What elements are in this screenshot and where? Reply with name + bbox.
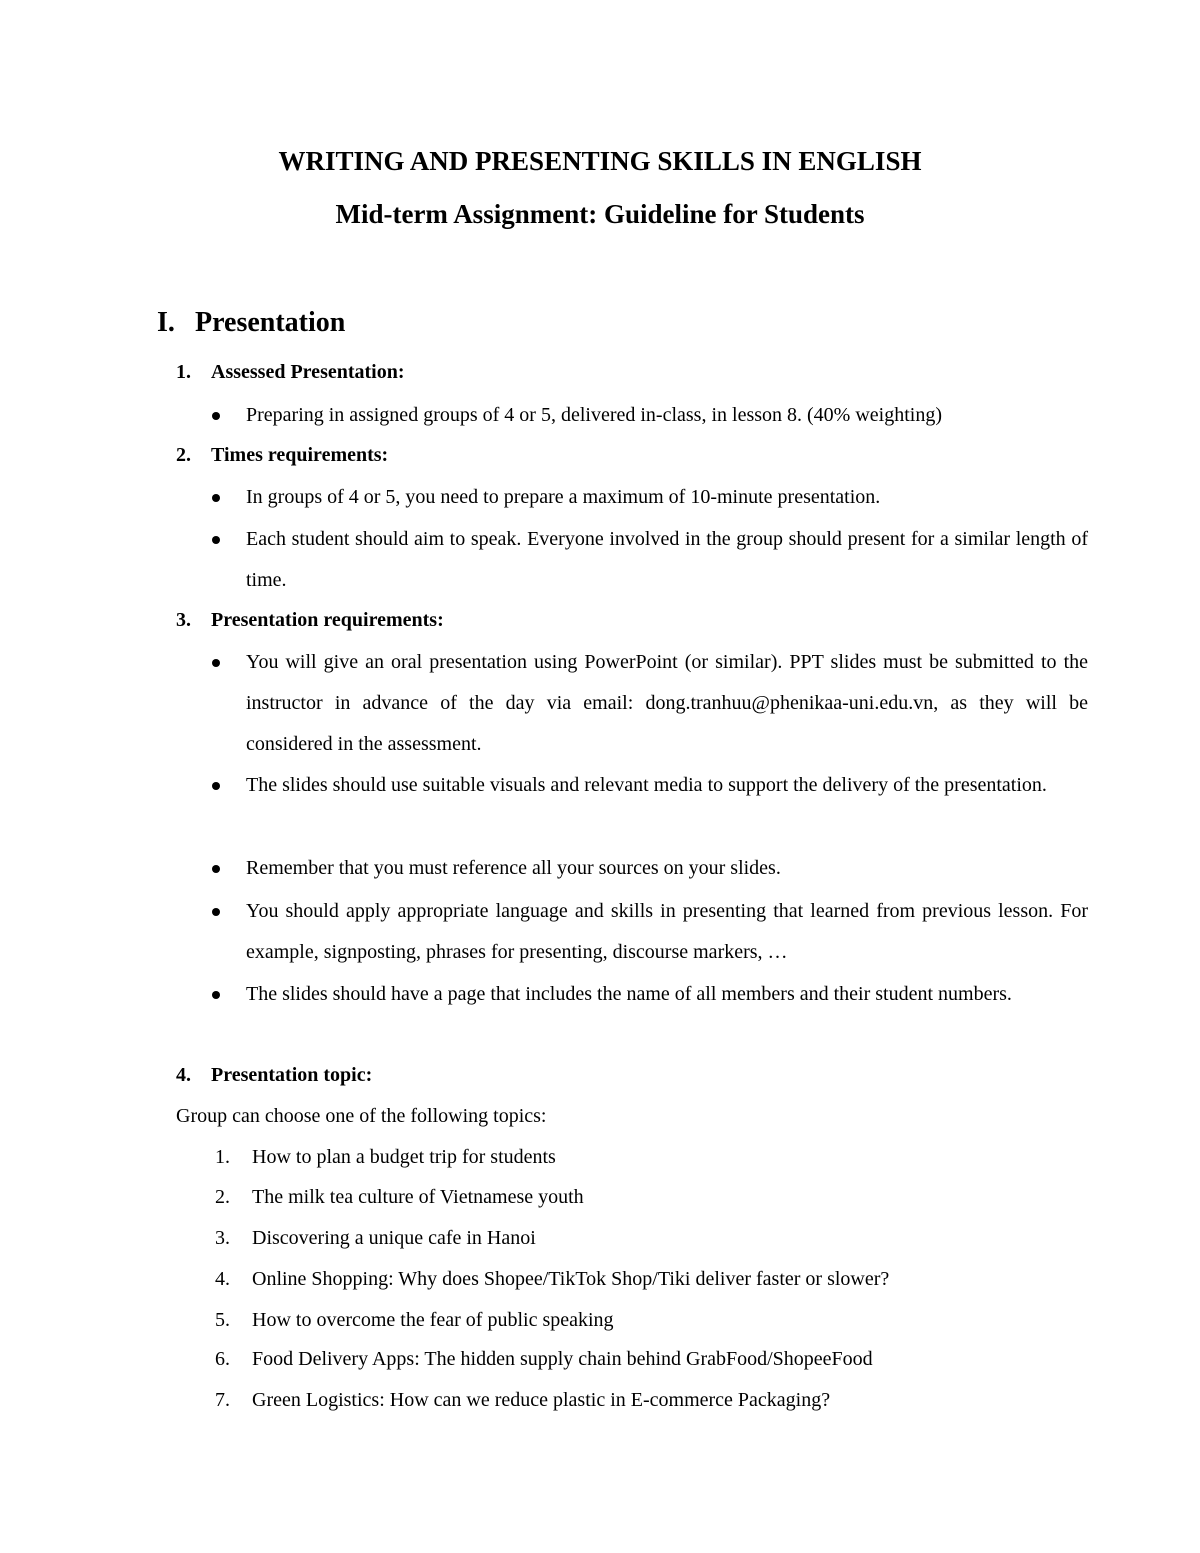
topic-number: 2. [215,1186,230,1208]
bullet-item [246,477,1088,518]
topic-text: The milk tea culture of Vietnamese youth [252,1186,584,1208]
bullet-text: Remember that you must reference all your sources on your slides. [246,857,781,879]
bullet-icon [212,494,220,502]
subsection-number: 2. [176,444,191,466]
topic-text: Food Delivery Apps: The hidden supply chain behind GrabFood/ShopeeFood [252,1348,873,1370]
section-title: Presentation [195,307,346,338]
topic-number: 4. [215,1268,230,1290]
subsection-number: 4. [176,1064,191,1086]
bullet-text: You will give an oral presentation using PowerPoint (or similar). PPT slides must be submitted to the instructor in advance of the day via email: dong.tranhuu@phenikaa-uni.edu.vn, as they will be considered in the assessment. [246,651,1088,755]
section-number: I. [157,307,175,338]
topic-number: 3. [215,1227,230,1249]
bullet-item [246,395,1088,436]
bullet-item [246,519,1088,601]
topic-text: Online Shopping: Why does Shopee/TikTok Shop/Tiki deliver faster or slower? [252,1268,890,1290]
bullet-icon [212,412,220,420]
bullet-text: Preparing in assigned groups of 4 or 5, delivered in-class, in lesson 8. (40% weighting) [246,404,942,426]
bullet-item [246,765,1088,806]
subsection-title: Presentation topic: [211,1064,373,1086]
bullet-item [246,848,1088,889]
bullet-icon [212,865,220,873]
topic-item [215,1225,536,1251]
subsection-number: 3. [176,609,191,631]
topic-item [215,1346,873,1372]
document-subtitle: Mid-term Assignment: Guideline for Students [335,199,865,229]
bullet-item [246,642,1088,765]
document-title: WRITING AND PRESENTING SKILLS IN ENGLISH [278,146,922,176]
bullet-item [246,891,1088,973]
bullet-icon [212,908,220,916]
topic-item [215,1184,584,1210]
bullet-item [246,974,1088,1015]
bullet-text: The slides should use suitable visuals and relevant media to support the delivery of the presentation. [246,774,1047,796]
bullet-icon [212,991,220,999]
subsection-heading [176,359,405,385]
bullet-icon [212,536,220,544]
topic-item [215,1266,889,1292]
topics-intro: Group can choose one of the following topics: [176,1105,547,1127]
topic-number: 5. [215,1309,230,1331]
subsection-title: Assessed Presentation: [211,361,405,383]
bullet-text: You should apply appropriate language and skills in presenting that learned from previous lesson. For example, signposting, phrases for presenting, discourse markers, … [246,900,1088,963]
topic-text: Discovering a unique cafe in Hanoi [252,1227,536,1249]
subsection-heading [176,1062,372,1088]
topic-text: How to overcome the fear of public speaking [252,1309,614,1331]
topic-number: 1. [215,1146,230,1168]
bullet-text: In groups of 4 or 5, you need to prepare a maximum of 10-minute presentation. [246,486,881,508]
topic-number: 7. [215,1389,230,1411]
bullet-text: Each student should aim to speak. Everyone involved in the group should present for a similar length of time. [246,528,1088,591]
topic-text: How to plan a budget trip for students [252,1146,556,1168]
subsection-heading [176,607,444,633]
subsection-number: 1. [176,361,191,383]
bullet-icon [212,782,220,790]
section-heading [157,306,345,340]
topic-item [215,1387,830,1413]
bullet-icon [212,659,220,667]
topic-item [215,1144,556,1170]
subsection-title: Presentation requirements: [211,609,444,631]
subsection-heading [176,442,388,468]
topic-number: 6. [215,1348,230,1370]
bullet-text: The slides should have a page that includes the name of all members and their student numbers. [246,983,1012,1005]
subsection-title: Times requirements: [211,444,389,466]
topic-text: Green Logistics: How can we reduce plastic in E-commerce Packaging? [252,1389,831,1411]
topic-item [215,1307,614,1333]
